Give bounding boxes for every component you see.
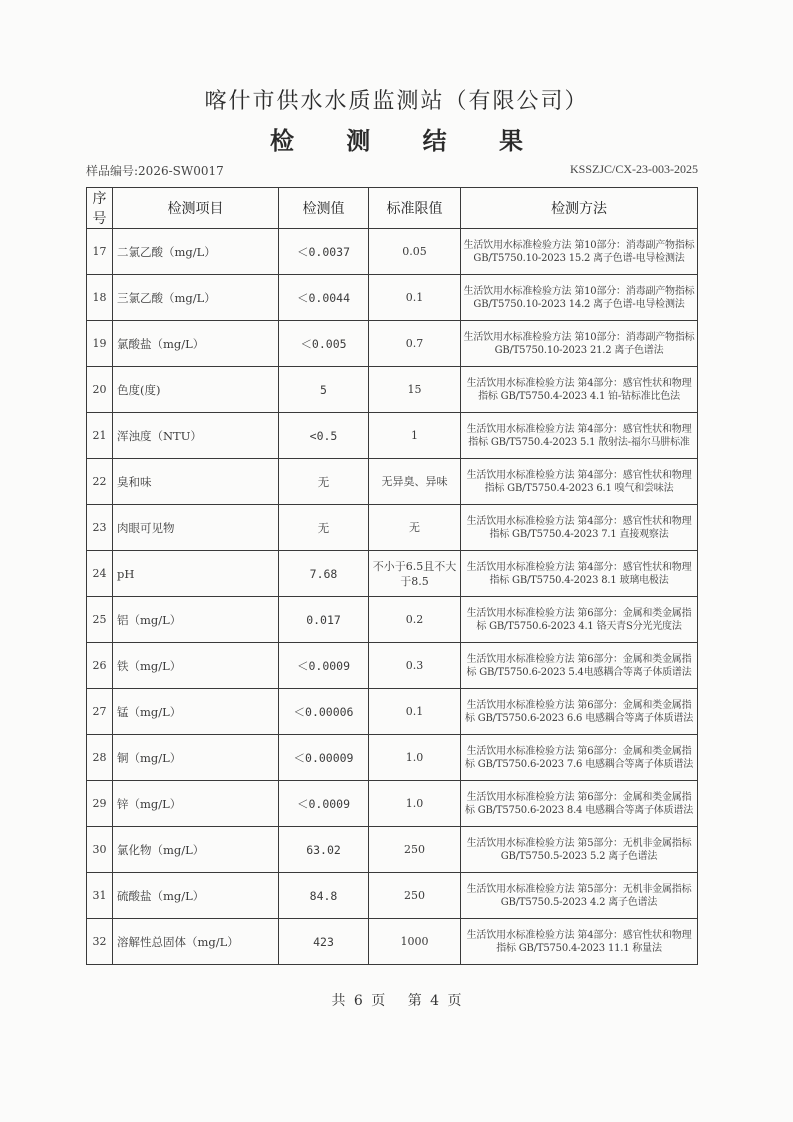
standard-limit xyxy=(369,505,461,551)
standard-limit xyxy=(369,321,461,367)
row-number xyxy=(87,873,113,919)
test-method-text: 生活饮用水标准检验方法 第4部分：感官性状和物理指标 GB/T5750.4-2023 6.1 嗅气和尝味法 xyxy=(466,469,692,494)
test-item-text: 臭和味 xyxy=(117,474,152,489)
test-method xyxy=(461,229,698,275)
column-header-no: 序号 xyxy=(87,188,113,229)
test-value xyxy=(279,413,369,459)
test-item xyxy=(113,919,279,965)
table-row xyxy=(87,689,698,735)
test-value xyxy=(279,735,369,781)
test-item xyxy=(113,781,279,827)
test-method xyxy=(461,827,698,873)
row-number xyxy=(87,551,113,597)
test-method-text: 生活饮用水标准检验方法 第6部分：金属和类金属指标 GB/T5750.6-2023 6.6 电感耦合等离子体质谱法 xyxy=(464,699,694,724)
table-header-row xyxy=(87,188,698,229)
test-method xyxy=(461,781,698,827)
row-number xyxy=(87,275,113,321)
test-method xyxy=(461,735,698,781)
standard-limit xyxy=(369,597,461,643)
test-method-text: 生活饮用水标准检验方法 第5部分：无机非金属指标 GB/T5750.5-2023 4.2 离子色谱法 xyxy=(466,883,692,908)
test-method-text: 生活饮用水标准检验方法 第4部分：感官性状和物理指标 GB/T5750.4-2023 5.1 散射法-福尔马肼标准 xyxy=(466,423,692,448)
standard-limit-text: 15 xyxy=(407,383,422,396)
test-value-text: 无 xyxy=(317,520,330,535)
test-method xyxy=(461,459,698,505)
test-item-text: 铝（mg/L） xyxy=(117,612,182,627)
row-number-text: 19 xyxy=(92,337,107,350)
test-value xyxy=(279,321,369,367)
test-value xyxy=(279,551,369,597)
test-value xyxy=(279,873,369,919)
standard-limit xyxy=(369,229,461,275)
document-title: 检 测 结 果 xyxy=(269,126,546,155)
column-header-limit: 标准限值 xyxy=(369,188,461,229)
standard-limit xyxy=(369,873,461,919)
sample-number: 样品编号:2026-SW0017 xyxy=(86,164,224,178)
row-number xyxy=(87,689,113,735)
test-method-text: 生活饮用水标准检验方法 第10部分：消毒副产物指标 GB/T5750.10-2023 15.2 离子色谱-电导检测法 xyxy=(463,239,695,264)
row-number-text: 25 xyxy=(92,613,107,626)
table-row xyxy=(87,459,698,505)
column-header-item: 检测项目 xyxy=(113,188,279,229)
row-number xyxy=(87,781,113,827)
organization-name: 喀什市供水水质监测站（有限公司） xyxy=(204,89,589,114)
row-number-text: 22 xyxy=(92,475,107,488)
standard-limit-text: 无 xyxy=(409,521,420,534)
table-row xyxy=(87,597,698,643)
test-item-text: 铁（mg/L） xyxy=(117,658,182,673)
test-item xyxy=(113,367,279,413)
table-row xyxy=(87,413,698,459)
row-number-text: 29 xyxy=(92,797,107,810)
test-value-text: ＜0.0044 xyxy=(296,290,351,305)
table-row xyxy=(87,551,698,597)
test-item-text: 肉眼可见物 xyxy=(117,520,175,535)
test-method xyxy=(461,597,698,643)
test-method xyxy=(461,505,698,551)
test-method-text: 生活饮用水标准检验方法 第4部分：感官性状和物理指标 GB/T5750.4-2023 8.1 玻璃电极法 xyxy=(466,561,692,586)
test-value-text: ＜0.0009 xyxy=(296,796,351,811)
test-item-text: 硫酸盐（mg/L） xyxy=(117,888,205,903)
standard-limit xyxy=(369,827,461,873)
test-value xyxy=(279,367,369,413)
row-number-text: 20 xyxy=(92,383,107,396)
row-number xyxy=(87,597,113,643)
row-number-text: 17 xyxy=(92,245,107,258)
table-row xyxy=(87,367,698,413)
standard-limit xyxy=(369,643,461,689)
row-number xyxy=(87,459,113,505)
test-method xyxy=(461,413,698,459)
test-item xyxy=(113,505,279,551)
row-number-text: 27 xyxy=(92,705,107,718)
test-item xyxy=(113,459,279,505)
test-value xyxy=(279,229,369,275)
test-method xyxy=(461,643,698,689)
table-row xyxy=(87,873,698,919)
row-number xyxy=(87,735,113,781)
test-value xyxy=(279,643,369,689)
test-item xyxy=(113,413,279,459)
test-item xyxy=(113,643,279,689)
standard-limit-text: 1.0 xyxy=(405,751,424,764)
test-value-text: 5 xyxy=(320,382,327,397)
test-method xyxy=(461,873,698,919)
row-number-text: 21 xyxy=(92,429,107,442)
row-number-text: 24 xyxy=(92,567,107,580)
standard-limit xyxy=(369,275,461,321)
row-number xyxy=(87,413,113,459)
test-value-text: 7.68 xyxy=(309,566,338,581)
standard-limit-text: 0.7 xyxy=(405,337,424,350)
test-method-text: 生活饮用水标准检验方法 第4部分：感官性状和物理指标 GB/T5750.4-2023 4.1 铂-钴标准比色法 xyxy=(466,377,692,402)
test-value xyxy=(279,781,369,827)
test-method-text: 生活饮用水标准检验方法 第6部分：金属和类金属指标 GB/T5750.6-2023 4.1 铬天青S分光光度法 xyxy=(466,607,692,632)
standard-limit-text: 0.05 xyxy=(402,245,427,258)
test-item xyxy=(113,735,279,781)
standard-limit xyxy=(369,689,461,735)
standard-limit xyxy=(369,459,461,505)
test-value-text: ＜0.00006 xyxy=(293,704,354,719)
table-row xyxy=(87,275,698,321)
row-number xyxy=(87,505,113,551)
row-number xyxy=(87,229,113,275)
standard-limit-text: 1 xyxy=(411,429,418,442)
row-number-text: 32 xyxy=(92,935,107,948)
test-item xyxy=(113,827,279,873)
standard-limit xyxy=(369,367,461,413)
standard-limit-text: 0.1 xyxy=(405,291,424,304)
test-value xyxy=(279,597,369,643)
test-method-text: 生活饮用水标准检验方法 第6部分：金属和类金属指标 GB/T5750.6-2023 8.4 电感耦合等离子体质谱法 xyxy=(464,791,694,816)
test-method-text: 生活饮用水标准检验方法 第10部分：消毒副产物指标 GB/T5750.10-2023 14.2 离子色谱-电导检测法 xyxy=(463,285,695,310)
page-number: 共 6 页 第 4 页 xyxy=(331,993,462,1009)
test-item xyxy=(113,321,279,367)
test-item-text: 二氯乙酸（mg/L） xyxy=(117,244,216,259)
test-value xyxy=(279,275,369,321)
standard-limit xyxy=(369,919,461,965)
test-method-text: 生活饮用水标准检验方法 第4部分：感官性状和物理指标 GB/T5750.4-2023 7.1 直接观察法 xyxy=(466,515,692,540)
table-row xyxy=(87,735,698,781)
test-value-text: <0.5 xyxy=(309,428,338,443)
test-item-text: pH xyxy=(117,566,135,581)
test-value-text: ＜0.005 xyxy=(300,336,347,351)
standard-limit-text: 不小于6.5且不大于8.5 xyxy=(372,559,457,588)
table-body xyxy=(87,229,698,965)
row-number-text: 28 xyxy=(92,751,107,764)
test-value-text: ＜0.00009 xyxy=(293,750,354,765)
test-value-text: ＜0.0037 xyxy=(296,244,351,259)
table-row xyxy=(87,643,698,689)
document-code: KSSZJC/CX-23-003-2025 xyxy=(569,162,698,176)
test-value xyxy=(279,827,369,873)
test-method-text: 生活饮用水标准检验方法 第6部分：金属和类金属指标 GB/T5750.6-2023 7.6 电感耦合等离子体质谱法 xyxy=(464,745,694,770)
results-table xyxy=(86,187,698,965)
test-item xyxy=(113,597,279,643)
test-item xyxy=(113,873,279,919)
row-number xyxy=(87,919,113,965)
row-number xyxy=(87,321,113,367)
test-method-text: 生活饮用水标准检验方法 第5部分：无机非金属指标 GB/T5750.5-2023 5.2 离子色谱法 xyxy=(466,837,692,862)
table-row xyxy=(87,229,698,275)
test-value-text: 63.02 xyxy=(306,842,341,857)
test-value-text: ＜0.0009 xyxy=(296,658,351,673)
table-row xyxy=(87,321,698,367)
row-number xyxy=(87,643,113,689)
test-value xyxy=(279,919,369,965)
test-value xyxy=(279,689,369,735)
test-value-text: 423 xyxy=(313,934,334,949)
standard-limit-text: 250 xyxy=(404,889,425,902)
standard-limit-text: 250 xyxy=(404,843,425,856)
standard-limit xyxy=(369,781,461,827)
test-method xyxy=(461,321,698,367)
standard-limit-text: 0.1 xyxy=(405,705,424,718)
table-row xyxy=(87,505,698,551)
standard-limit xyxy=(369,551,461,597)
row-number xyxy=(87,827,113,873)
standard-limit-text: 1.0 xyxy=(405,797,424,810)
standard-limit-text: 0.3 xyxy=(405,659,424,672)
test-item-text: 色度(度) xyxy=(117,382,161,397)
column-header-value: 检测值 xyxy=(279,188,369,229)
test-method-text: 生活饮用水标准检验方法 第6部分：金属和类金属指标 GB/T5750.6-2023 5.4电感耦合等离子体质谱法 xyxy=(466,653,692,678)
test-value-text: 0.017 xyxy=(306,612,341,627)
table-row xyxy=(87,919,698,965)
test-item xyxy=(113,229,279,275)
standard-limit-text: 0.2 xyxy=(405,613,424,626)
row-number-text: 23 xyxy=(92,521,107,534)
test-item-text: 锰（mg/L） xyxy=(117,704,182,719)
table-row xyxy=(87,781,698,827)
standard-limit-text: 1000 xyxy=(400,935,429,948)
test-value-text: 84.8 xyxy=(309,888,338,903)
test-item-text: 溶解性总固体（mg/L） xyxy=(117,934,239,949)
test-method xyxy=(461,689,698,735)
row-number-text: 18 xyxy=(92,291,107,304)
test-item-text: 氯化物（mg/L） xyxy=(117,842,205,857)
test-value-text: 无 xyxy=(317,474,330,489)
test-item-text: 三氯乙酸（mg/L） xyxy=(117,290,216,305)
test-value xyxy=(279,505,369,551)
test-method xyxy=(461,551,698,597)
standard-limit xyxy=(369,735,461,781)
test-method-text: 生活饮用水标准检验方法 第10部分：消毒副产物指标 GB/T5750.10-2023 21.2 离子色谱法 xyxy=(463,331,695,356)
test-method-text: 生活饮用水标准检验方法 第4部分：感官性状和物理指标 GB/T5750.4-2023 11.1 称量法 xyxy=(466,929,692,954)
test-method xyxy=(461,275,698,321)
test-item xyxy=(113,275,279,321)
column-header-method: 检测方法 xyxy=(461,188,698,229)
standard-limit-text: 无异臭、异味 xyxy=(381,475,448,488)
row-number xyxy=(87,367,113,413)
test-item xyxy=(113,689,279,735)
test-method xyxy=(461,919,698,965)
test-item xyxy=(113,551,279,597)
test-item-text: 氯酸盐（mg/L） xyxy=(117,336,205,351)
test-value xyxy=(279,459,369,505)
row-number-text: 31 xyxy=(92,889,107,902)
table-row xyxy=(87,827,698,873)
standard-limit xyxy=(369,413,461,459)
test-method xyxy=(461,367,698,413)
row-number-text: 26 xyxy=(92,659,107,672)
row-number-text: 30 xyxy=(92,843,107,856)
test-item-text: 浑浊度（NTU） xyxy=(117,428,202,443)
test-item-text: 锌（mg/L） xyxy=(117,796,182,811)
test-item-text: 铜（mg/L） xyxy=(117,750,182,765)
